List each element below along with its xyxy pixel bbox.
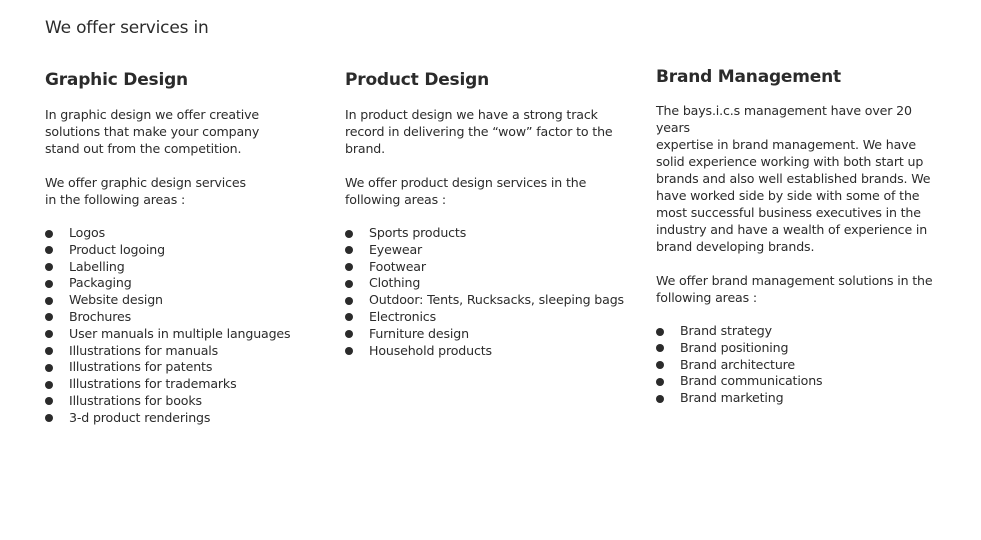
- bullet-icon: [45, 297, 53, 305]
- section-lead: We offer graphic design services in the following areas :: [45, 175, 246, 207]
- service-list: [45, 225, 305, 427]
- list-item-label: Brand positioning: [680, 339, 789, 355]
- page-title: We offer services in: [45, 18, 209, 38]
- graphic-design-section: [45, 70, 305, 427]
- bullet-icon: [45, 280, 53, 288]
- bullet-icon: [45, 397, 53, 405]
- bullet-icon: [345, 280, 353, 288]
- bullet-icon: [345, 330, 353, 338]
- bullet-icon: [656, 344, 664, 352]
- list-item-label: Brand strategy: [680, 323, 772, 338]
- list-item: [345, 275, 620, 292]
- bullet-icon: [345, 313, 353, 321]
- bullet-icon: [656, 361, 664, 369]
- list-item-label: Logos: [69, 225, 106, 240]
- list-item-label: Brand architecture: [680, 356, 796, 372]
- list-item: [45, 410, 305, 427]
- list-item-label: Brand communications: [680, 373, 823, 389]
- bullet-icon: [345, 246, 353, 254]
- list-item-label: Website design: [69, 292, 163, 308]
- list-item: [45, 343, 305, 360]
- list-item: [656, 340, 941, 357]
- bullet-icon: [345, 230, 353, 238]
- list-item-label: User manuals in multiple languages: [69, 325, 291, 341]
- list-item-label: Illustrations for manuals: [69, 342, 219, 358]
- list-item: [45, 259, 305, 276]
- section-lead: We offer brand management solutions in the following areas :: [656, 273, 933, 305]
- bullet-icon: [45, 230, 53, 238]
- bullet-icon: [345, 263, 353, 271]
- list-item: [656, 373, 941, 390]
- service-list: [656, 323, 941, 407]
- list-item-label: Packaging: [69, 275, 132, 291]
- bullet-icon: [45, 246, 53, 254]
- list-item-label: Furniture design: [369, 325, 469, 341]
- list-item-label: Outdoor: Tents, Rucksacks, sleeping bags: [369, 292, 624, 308]
- list-item: [345, 242, 620, 259]
- list-item: [45, 309, 305, 326]
- list-item: [45, 225, 305, 242]
- section-title: Graphic Design: [45, 70, 188, 90]
- list-item: [656, 323, 941, 340]
- list-item-label: Product logoing: [69, 241, 165, 257]
- list-item: [45, 242, 305, 259]
- bullet-icon: [45, 313, 53, 321]
- list-item-label: Brochures: [69, 308, 131, 324]
- bullet-icon: [345, 347, 353, 355]
- list-item-label: Illustrations for trademarks: [69, 376, 237, 392]
- list-item-label: Labelling: [69, 258, 125, 274]
- section-intro: In product design we have a strong track record in delivering the “wow” factor to the brand.: [345, 107, 613, 156]
- bullet-icon: [656, 395, 664, 403]
- brand-management-section: [656, 67, 941, 407]
- section-lead: We offer product design services in the following areas :: [345, 175, 587, 207]
- bullet-icon: [45, 364, 53, 372]
- list-item: [345, 225, 620, 242]
- list-item-label: Footwear: [369, 258, 426, 274]
- list-item: [45, 359, 305, 376]
- list-item-label: 3-d product renderings: [69, 409, 211, 425]
- bullet-icon: [656, 378, 664, 386]
- list-item: [45, 275, 305, 292]
- section-intro: In graphic design we offer creative solutions that make your company stand out from the competition.: [45, 107, 260, 156]
- bullet-icon: [45, 263, 53, 271]
- list-item: [45, 393, 305, 410]
- list-item-label: Brand marketing: [680, 390, 784, 406]
- list-item: [45, 326, 305, 343]
- list-item: [45, 292, 305, 309]
- list-item: [345, 259, 620, 276]
- list-item: [45, 376, 305, 393]
- bullet-icon: [656, 328, 664, 336]
- list-item: [656, 390, 941, 407]
- product-design-section: [345, 70, 624, 359]
- list-item-label: Clothing: [369, 275, 421, 291]
- list-item: [345, 343, 620, 360]
- bullet-icon: [45, 330, 53, 338]
- list-item-label: Sports products: [369, 225, 467, 240]
- section-intro: The bays.i.c.s management have over 20 years expertise in brand management. We have solid experience working with both start up brands and also well established brands. We have worked side by side with some of the most successful business executives in the industry and have a wealth of experience in brand developing brands.: [656, 103, 931, 254]
- bullet-icon: [45, 347, 53, 355]
- list-item-label: Electronics: [369, 308, 436, 324]
- list-item: [345, 292, 624, 309]
- service-list: [345, 225, 624, 359]
- bullet-icon: [45, 381, 53, 389]
- section-title: Product Design: [345, 70, 489, 90]
- bullet-icon: [345, 297, 353, 305]
- list-item-label: Illustrations for books: [69, 392, 202, 408]
- list-item-label: Eyewear: [369, 241, 423, 257]
- list-item: [345, 326, 620, 343]
- list-item-label: Illustrations for patents: [69, 359, 213, 375]
- list-item: [345, 309, 620, 326]
- bullet-icon: [45, 414, 53, 422]
- list-item: [656, 357, 941, 374]
- section-title: Brand Management: [656, 67, 841, 87]
- list-item-label: Household products: [369, 342, 492, 358]
